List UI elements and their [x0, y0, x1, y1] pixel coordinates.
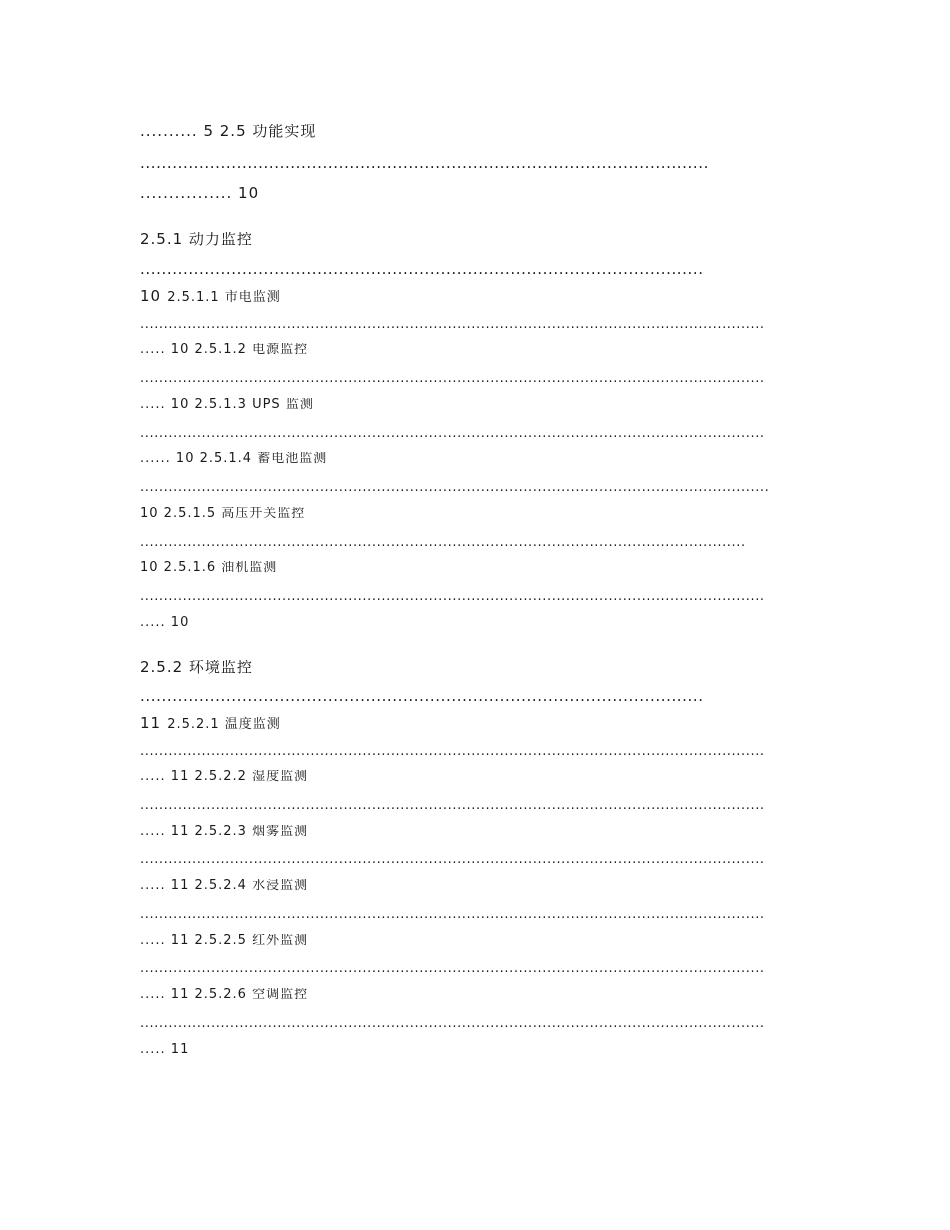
- toc-entry-2-5-2-5: ..... 11 2.5.2.5 红外监测: [140, 934, 309, 947]
- toc-line: .......... 5 2.5 功能实现: [140, 124, 317, 139]
- toc-line: [140, 288, 281, 304]
- toc-line: ................ 10: [140, 186, 260, 201]
- toc-leader: ....................................................................................................................................: [140, 962, 765, 975]
- toc-entry-2-5-2-3: ..... 11 2.5.2.3 烟雾监测: [140, 825, 309, 838]
- toc-entry-2-5-2-6: ..... 11 2.5.2.6 空调监控: [140, 988, 309, 1001]
- toc-line: [140, 715, 281, 731]
- toc-entry-2-5-1-4: ...... 10 2.5.1.4 蓄电池监测: [140, 452, 328, 465]
- toc-entry-2-5-2-4: ..... 11 2.5.2.4 水浸监测: [140, 879, 309, 892]
- toc-entry-2-5-1-2: ..... 10 2.5.1.2 电源监控: [140, 343, 309, 356]
- toc-leader: ..........................................................................................................: [140, 156, 710, 171]
- toc-leader: ....................................................................................................................................: [140, 745, 765, 758]
- toc-leader: ....................................................................................................................................: [140, 908, 765, 921]
- toc-leader: .........................................................................................................: [140, 689, 704, 704]
- toc-entry-2-5-1-6: 10 2.5.1.6 油机监测: [140, 561, 278, 574]
- toc-leader: ....................................................................................................................................: [140, 427, 765, 440]
- toc-entry-2-5-2-1: 2.5.2.1 温度监测: [167, 717, 281, 731]
- toc-page-number: 10: [140, 288, 162, 304]
- toc-leader: ....................................................................................................................................: [140, 799, 765, 812]
- toc-leader: ....................................................................................................................................: [140, 318, 765, 331]
- toc-leader: .....................................................................................................................................: [140, 481, 770, 494]
- toc-entry-2-5-1-5: 10 2.5.1.5 高压开关监控: [140, 507, 306, 520]
- toc-leader: ....................................................................................................................................: [140, 372, 765, 385]
- toc-leader: ....................................................................................................................................: [140, 590, 765, 603]
- toc-heading-2-5-1: 2.5.1 动力监控: [140, 232, 253, 247]
- toc-entry-2-5-1-3: ..... 10 2.5.1.3 UPS 监测: [140, 398, 314, 411]
- toc-entry-2-5-2-2: ..... 11 2.5.2.2 湿度监测: [140, 770, 309, 783]
- toc-line: ..... 10: [140, 616, 190, 629]
- toc-leader: ....................................................................................................................................: [140, 853, 765, 866]
- toc-entry-2-5-1-1: 2.5.1.1 市电监测: [167, 290, 281, 304]
- toc-heading-2-5-2: 2.5.2 环境监控: [140, 660, 253, 675]
- toc-page-number: 11: [140, 715, 162, 731]
- toc-leader: ................................................................................................................................: [140, 536, 746, 549]
- toc-leader: .........................................................................................................: [140, 262, 704, 277]
- toc-line: ..... 11: [140, 1043, 190, 1056]
- toc-leader: ....................................................................................................................................: [140, 1017, 765, 1030]
